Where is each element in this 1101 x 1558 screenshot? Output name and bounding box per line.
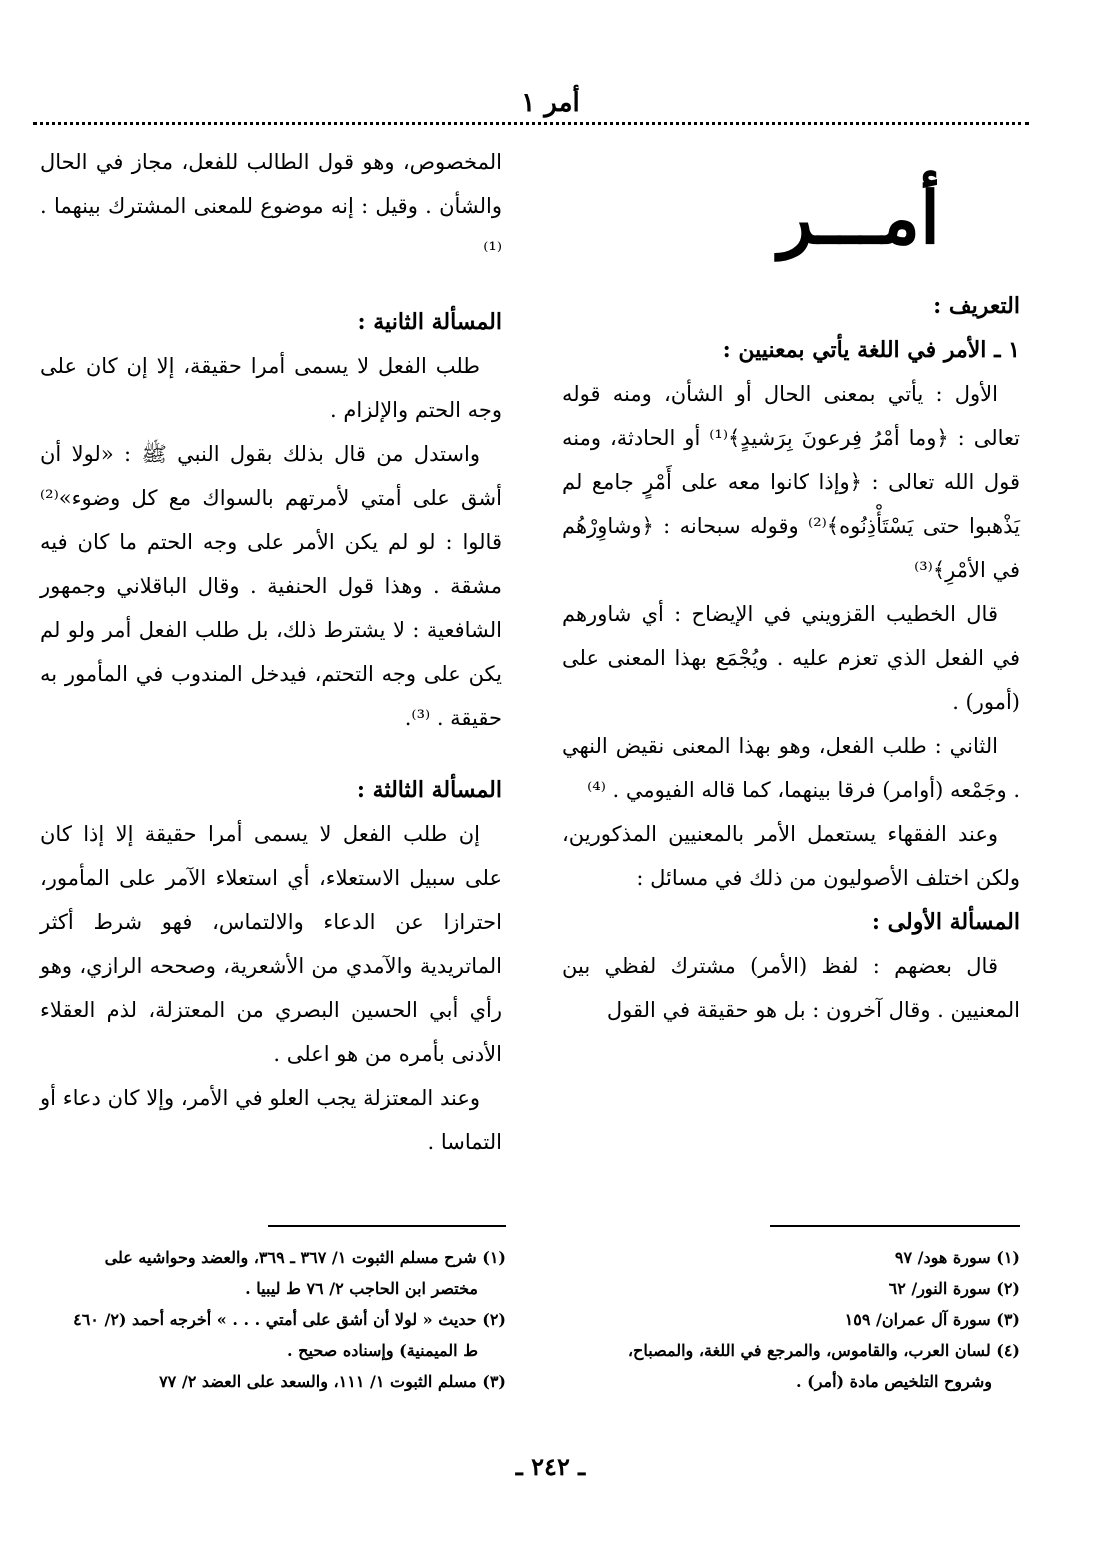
running-header: أمر ١ xyxy=(521,88,580,118)
masala-one-heading: المسألة الأولى : xyxy=(871,909,1020,935)
footnote-continuation: ط الميمنية) وإسناده صحيح . xyxy=(287,1341,478,1360)
footnote: (٢) حديث « لولا أن أشق على أمتي . . . » أخرجه أحمد (٢/ ٤٦٠ xyxy=(73,1310,506,1329)
masala-three-paragraph: إن طلب الفعل لا يسمى أمرا حقيقة إلا إذا كان على سبيل الاستعلاء، أي استعلاء الآمر على المأمور، احترازا عن الدعاء والالتماس، فهو شرط أكثر الماتريدية والآمدي من الأشعرية، وصححه الرازي، وهو رأي أبي الحسين البصري من المعتزلة، لذم العقلاء الأدنى بأمره من هو اعلى . xyxy=(40,822,502,1066)
footnote: (٣) مسلم الثبوت ١/ ١١١، والسعد على العضد ٢/ ٧٧ xyxy=(159,1372,506,1391)
entry-title: أمـــر xyxy=(778,175,940,260)
footnote: (٣) سورة آل عمران/ ١٥٩ xyxy=(844,1310,1020,1329)
masala-one-paragraph: قال بعضهم : لفظ (الأمر) مشترك لفظي بين المعنيين . وقال آخرون : بل هو حقيقة في القول xyxy=(562,954,1020,1022)
footnote: (٤) لسان العرب، والقاموس، والمرجع في اللغة، والمصباح، xyxy=(627,1341,1020,1360)
footnote-rule-right xyxy=(770,1225,1020,1227)
footnote: (٢) سورة النور/ ٦٢ xyxy=(888,1279,1020,1298)
mutazila-paragraph: وعند المعتزلة يجب العلو في الأمر، وإلا كان دعاء أو التماسا . xyxy=(40,1086,502,1154)
fuqaha-paragraph: وعند الفقهاء يستعمل الأمر بالمعنيين المذكورين، ولكن اختلف الأصوليون من ذلك في مسائل : xyxy=(562,822,1020,890)
footnote-rule-left xyxy=(268,1225,506,1227)
masala-two-paragraph: طلب الفعل لا يسمى أمرا حقيقة، إلا إن كان على وجه الحتم والإلزام . xyxy=(40,354,502,422)
footnote-continuation: مختصر ابن الحاجب ٢/ ٧٦ ط ليبيا . xyxy=(245,1279,478,1298)
meaning-two-paragraph: الثاني : طلب الفعل، وهو بهذا المعنى نقيض النهي . وجَمْعه (أوامر) فرقا بينهما، كما قاله الفيومي . ⁽⁴⁾ xyxy=(562,734,1020,802)
item-one-heading: ١ ـ الأمر في اللغة يأتي بمعنيين : xyxy=(722,337,1020,363)
right-column xyxy=(562,140,1020,1032)
qazwini-paragraph: قال الخطيب القزويني في الإيضاح : أي شاورهم في الفعل الذي تعزم عليه . ويُجْمَع بهذا المعنى على (أمور) . xyxy=(562,602,1020,714)
continuation-paragraph: المخصوص، وهو قول الطالب للفعل، مجاز في الحال والشأن . وقيل : إنه موضوع للمعنى المشترك بينهما . ⁽¹⁾ xyxy=(40,150,502,262)
meaning-one-paragraph: الأول : يأتي بمعنى الحال أو الشأن، ومنه قوله تعالى : ﴿وما أمْرُ فِرعونَ بِرَشيدٍ﴾⁽¹⁾ أو الحادثة، ومنه قول الله تعالى : ﴿وإذا كانوا معه على أَمْرٍ جامع لم يَذْهبوا حتى يَسْتَأْذِنُوه﴾⁽²⁾ وقوله سبحانه : ﴿وشاوِرْهُم في الأمْرِ﴾⁽³⁾ xyxy=(562,382,1020,582)
footnotes-left xyxy=(40,1242,506,1397)
footnotes-right xyxy=(562,1242,1020,1397)
footnote-continuation: وشروح التلخيص مادة (أمر) . xyxy=(795,1372,992,1391)
header-dotted-rule xyxy=(33,122,1029,125)
masala-three-heading: المسألة الثالثة : xyxy=(356,777,502,803)
masala-two-heading: المسألة الثانية : xyxy=(357,309,502,335)
hadith-paragraph: واستدل من قال بذلك بقول النبي ﷺ : «لولا أن أشق على أمتي لأمرتهم بالسواك مع كل وضوء»⁽²⁾ قالوا : لو لم يكن الأمر على وجه الحتم ما كان فيه مشقة . وهذا قول الحنفية . وقال الباقلاني وجمهور الشافعية : لا يشترط ذلك، بل طلب الفعل أمر ولو لم يكن على وجه التحتم، فيدخل المندوب في المأمور به حقيقة . ⁽³⁾. xyxy=(40,442,502,730)
footnote: (١) سورة هود/ ٩٧ xyxy=(894,1248,1020,1267)
definition-heading: التعريف : xyxy=(933,293,1020,319)
left-column xyxy=(40,140,502,1164)
footnote: (١) شرح مسلم الثبوت ١/ ٣٦٧ ـ ٣٦٩، والعضد وحواشيه على xyxy=(104,1248,506,1267)
page-number: ـ ٢٤٢ ـ xyxy=(515,1452,586,1481)
